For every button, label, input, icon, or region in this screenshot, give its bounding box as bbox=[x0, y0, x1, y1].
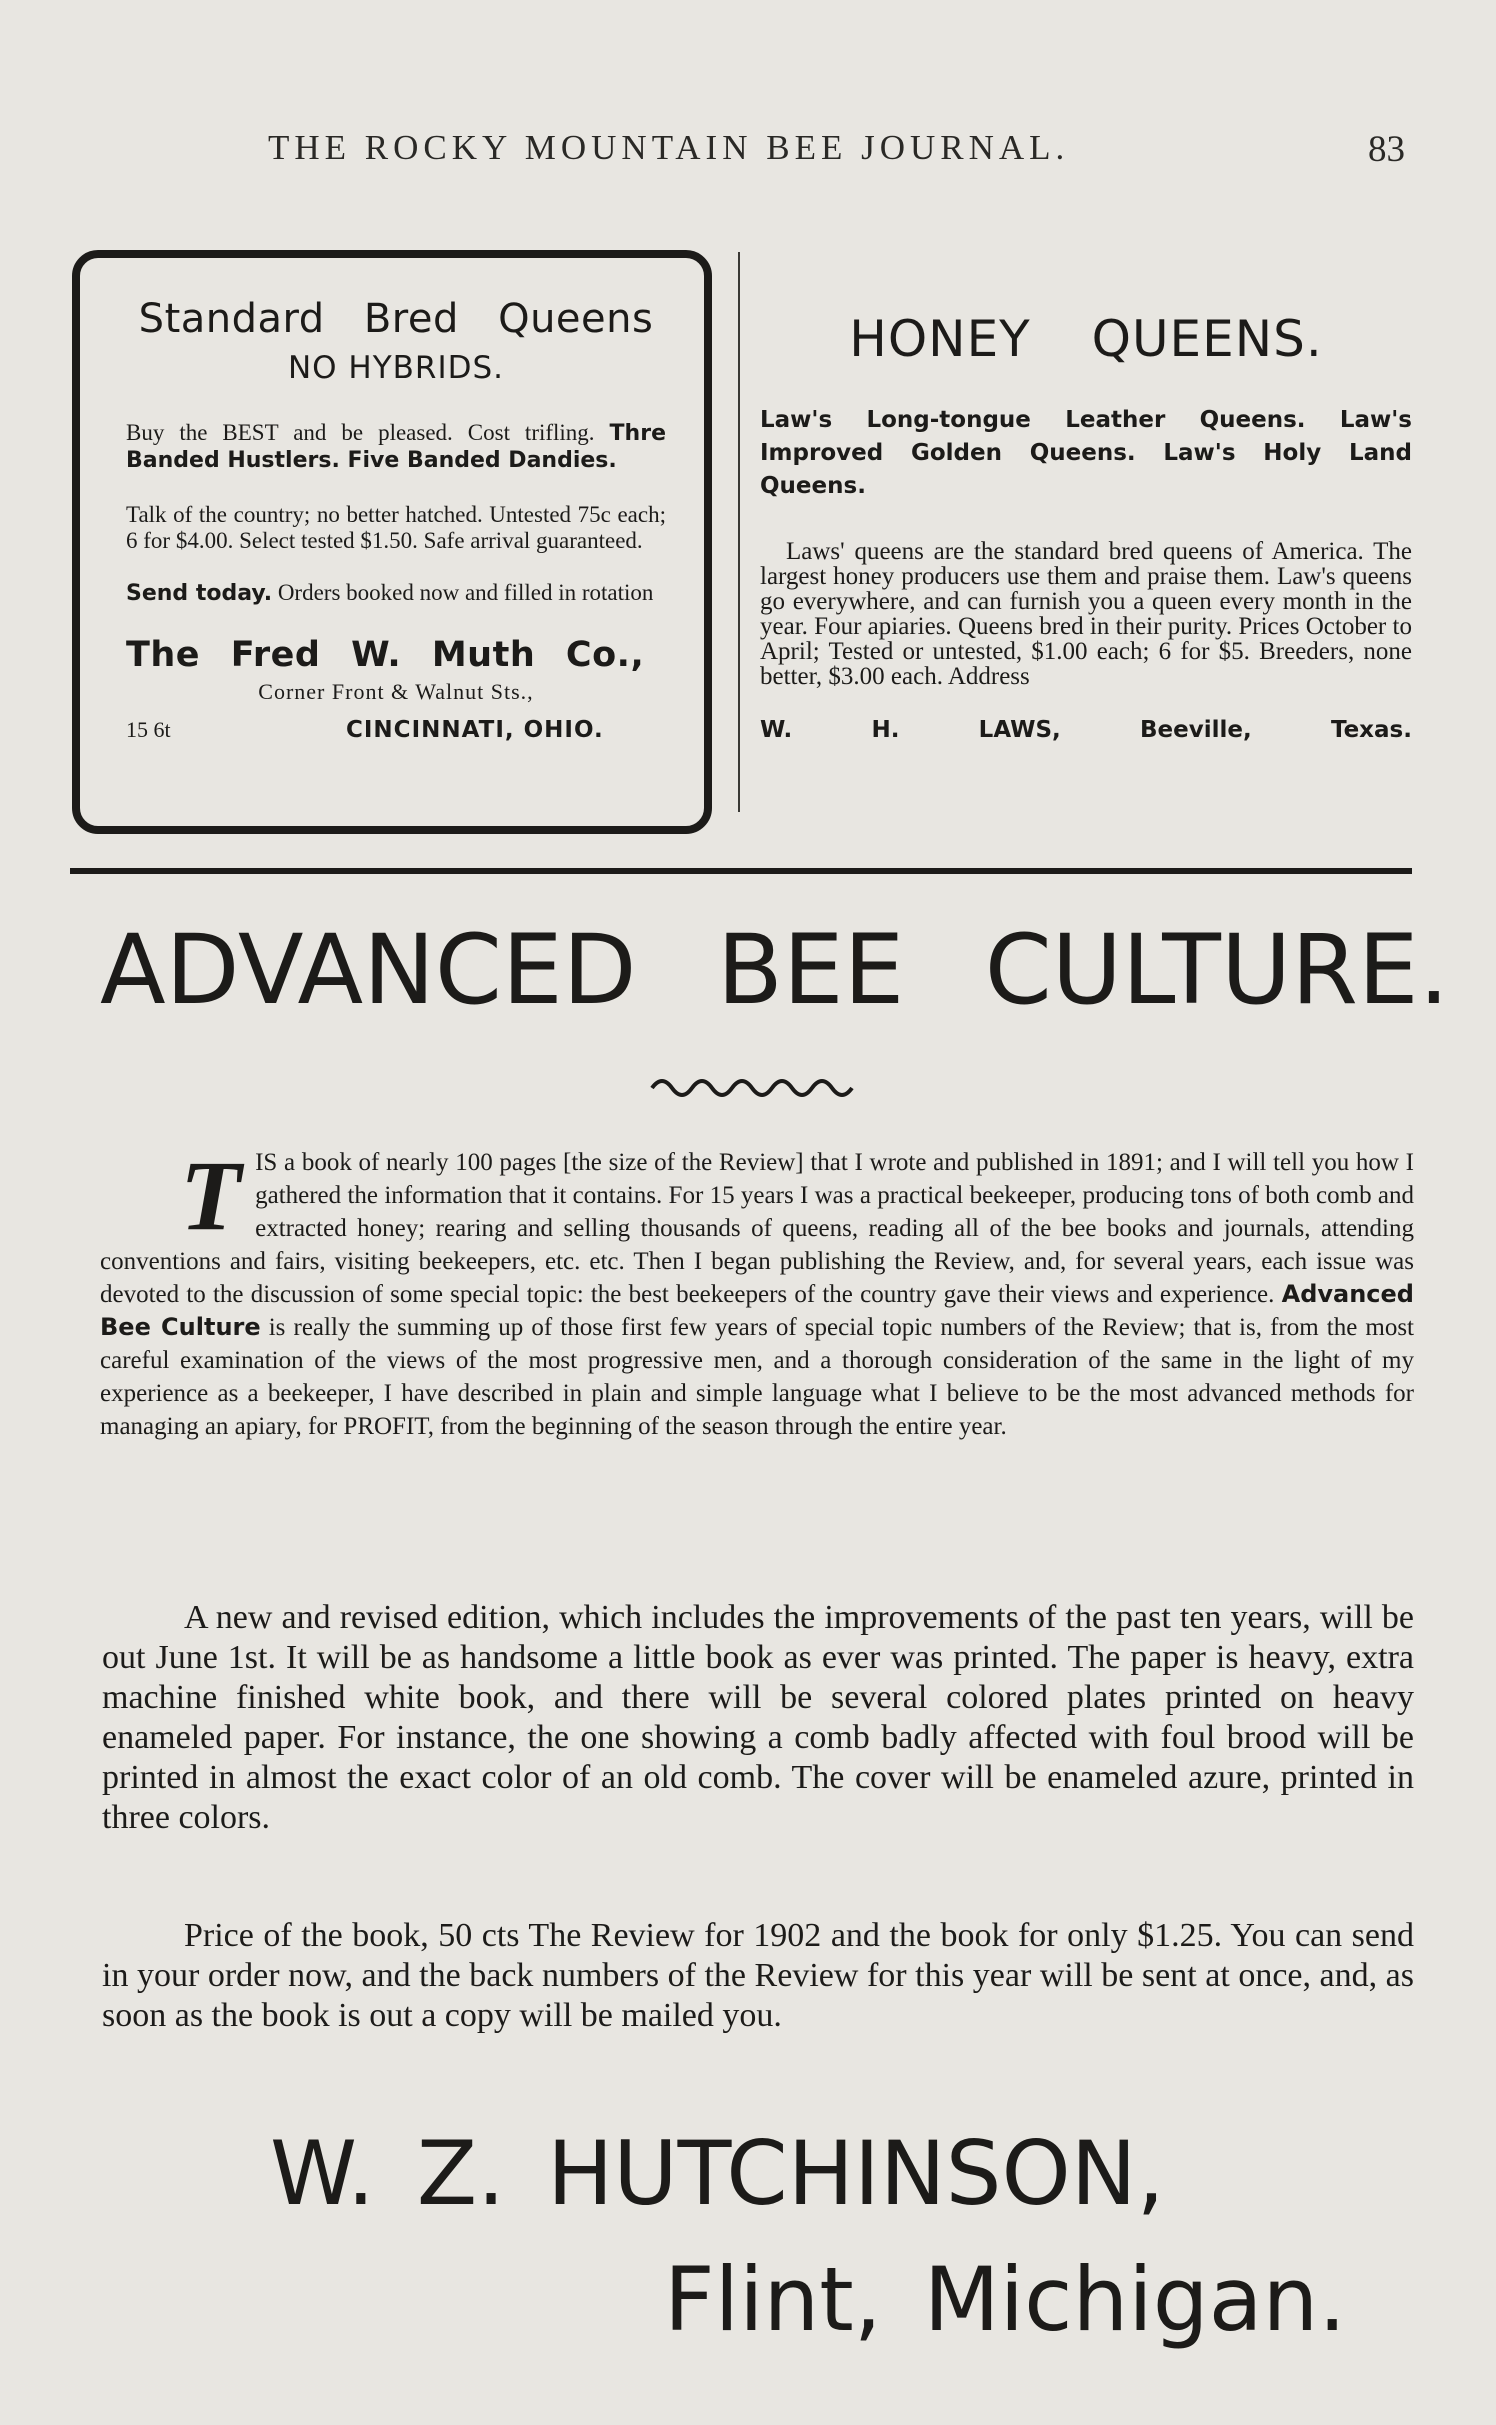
ad-text: Buy the BEST and be pleased. Cost trifling. bbox=[126, 420, 595, 445]
intro-text: is really the summing up of those first few years of special topic numbers of the Review; that is, from the most careful examination of the views of the most progressive men, and a thorough consideration of the same in the light of my experience as a beekeeper, I have described in plain and simple language what I believe to be the most advanced methods for managing an apiary, for PROFIT, from the beginning of the season through the entire year. bbox=[100, 1314, 1414, 1440]
body-paragraph: A new and revised edition, which includes the improvements of the past ten years, will be out June 1st. It will be as handsome a little book as ever was printed. The paper is heavy, extra machine finished white book, and there will be several colored plates printed on heavy enameled paper. For instance, the one showing a comb badly affected with foul brood will be printed in almost the exact color of an old comb. The cover will be enameled azure, printed in three colors. bbox=[102, 1599, 1414, 1836]
ad-signature bbox=[760, 717, 1412, 743]
ad-bold-text: Thre Banded Hustlers. Five Banded Dandies. bbox=[126, 421, 666, 473]
ad-sign-part: LAWS, bbox=[978, 717, 1061, 743]
page-number: 83 bbox=[1368, 129, 1405, 170]
ad-lead: Law's Long-tongue Leather Queens. Law's Improved Golden Queens. Law's Holy Land Queens. bbox=[760, 407, 1412, 499]
intro-text: IS a book of nearly 100 pages [the size of the Review] that I wrote and published in 1891; and I will tell you how I gathered the information that it contains. For 15 years I was a practical beekeeper, producing tons of both comb and extracted honey; rearing and selling thousands of queens, reading all of the bee books and journals, attending conventions and fairs, visiting beekeepers, etc. etc. Then I began publishing the Review, and, for several years, each issue was devoted to the discussion of some special topic: the best beekeepers of the country gave their views and experience. bbox=[100, 1149, 1414, 1308]
intro-paragraph bbox=[100, 1140, 1414, 1443]
ad-subtitle: NO HYBRIDS. bbox=[287, 350, 505, 386]
ad-body: Laws' queens are the standard bred queens of America. The largest honey producers use them and praise them. Law's queens go everywhere, and can furnish you a queen every month in the year. Four apiaries. Queens bred in their purity. Prices October to April; Tested or untested, $1.00 each; 6 for $5. Breeders, none better, $3.00 each. Address bbox=[760, 538, 1412, 690]
wave-ornament-icon bbox=[650, 1070, 860, 1100]
ad-paragraph: Talk of the country; no better hatched. Untested 75c each; 6 for $4.00. Select tested $1.50. Safe arrival guaranteed. bbox=[126, 502, 666, 553]
main-title: ADVANCED BEE CULTURE. bbox=[100, 914, 1450, 1026]
ad-sign-part: Texas. bbox=[1330, 717, 1412, 743]
running-head: THE ROCKY MOUNTAIN BEE JOURNAL. bbox=[268, 128, 1070, 167]
ad-title: HONEY QUEENS. bbox=[849, 310, 1323, 368]
column-divider bbox=[738, 252, 740, 812]
ad-title: Standard Bred Queens bbox=[138, 296, 654, 342]
advertisement-laws bbox=[760, 310, 1412, 743]
ad-city: CINCINNATI, OHIO. bbox=[346, 717, 604, 743]
ad-sign-part: H. bbox=[871, 717, 900, 743]
ad-company: The Fred W. Muth Co., bbox=[126, 635, 645, 675]
ad-sign-part: W. bbox=[760, 717, 793, 743]
intro-bold-text: Advanced Bee Culture bbox=[100, 1280, 1414, 1341]
ad-paragraph bbox=[126, 580, 666, 607]
ad-paragraph bbox=[126, 420, 666, 474]
drop-cap: T bbox=[180, 1140, 242, 1251]
signoff-name: W. Z. HUTCHINSON, bbox=[270, 2122, 1165, 2225]
body-paragraph: Price of the book, 50 cts The Review for 1902 and the book for only $1.25. You can send in your order now, and the back numbers of the Review for this year will be sent at once, and, as soon as the book is out a copy will be mailed you. bbox=[102, 1917, 1414, 2034]
ad-text: Orders booked now and filled in rotation bbox=[277, 580, 654, 605]
signoff-place: Flint, Michigan. bbox=[664, 2248, 1347, 2351]
ad-footer bbox=[126, 717, 666, 743]
ad-sign-part: Beeville, bbox=[1140, 717, 1252, 743]
advertisement-muth bbox=[72, 250, 712, 834]
ad-code: 15 6t bbox=[126, 717, 171, 742]
ad-address: Corner Front & Walnut Sts., bbox=[258, 679, 534, 704]
ad-bold-text: Send today. bbox=[126, 581, 273, 606]
horizontal-rule bbox=[70, 868, 1412, 874]
